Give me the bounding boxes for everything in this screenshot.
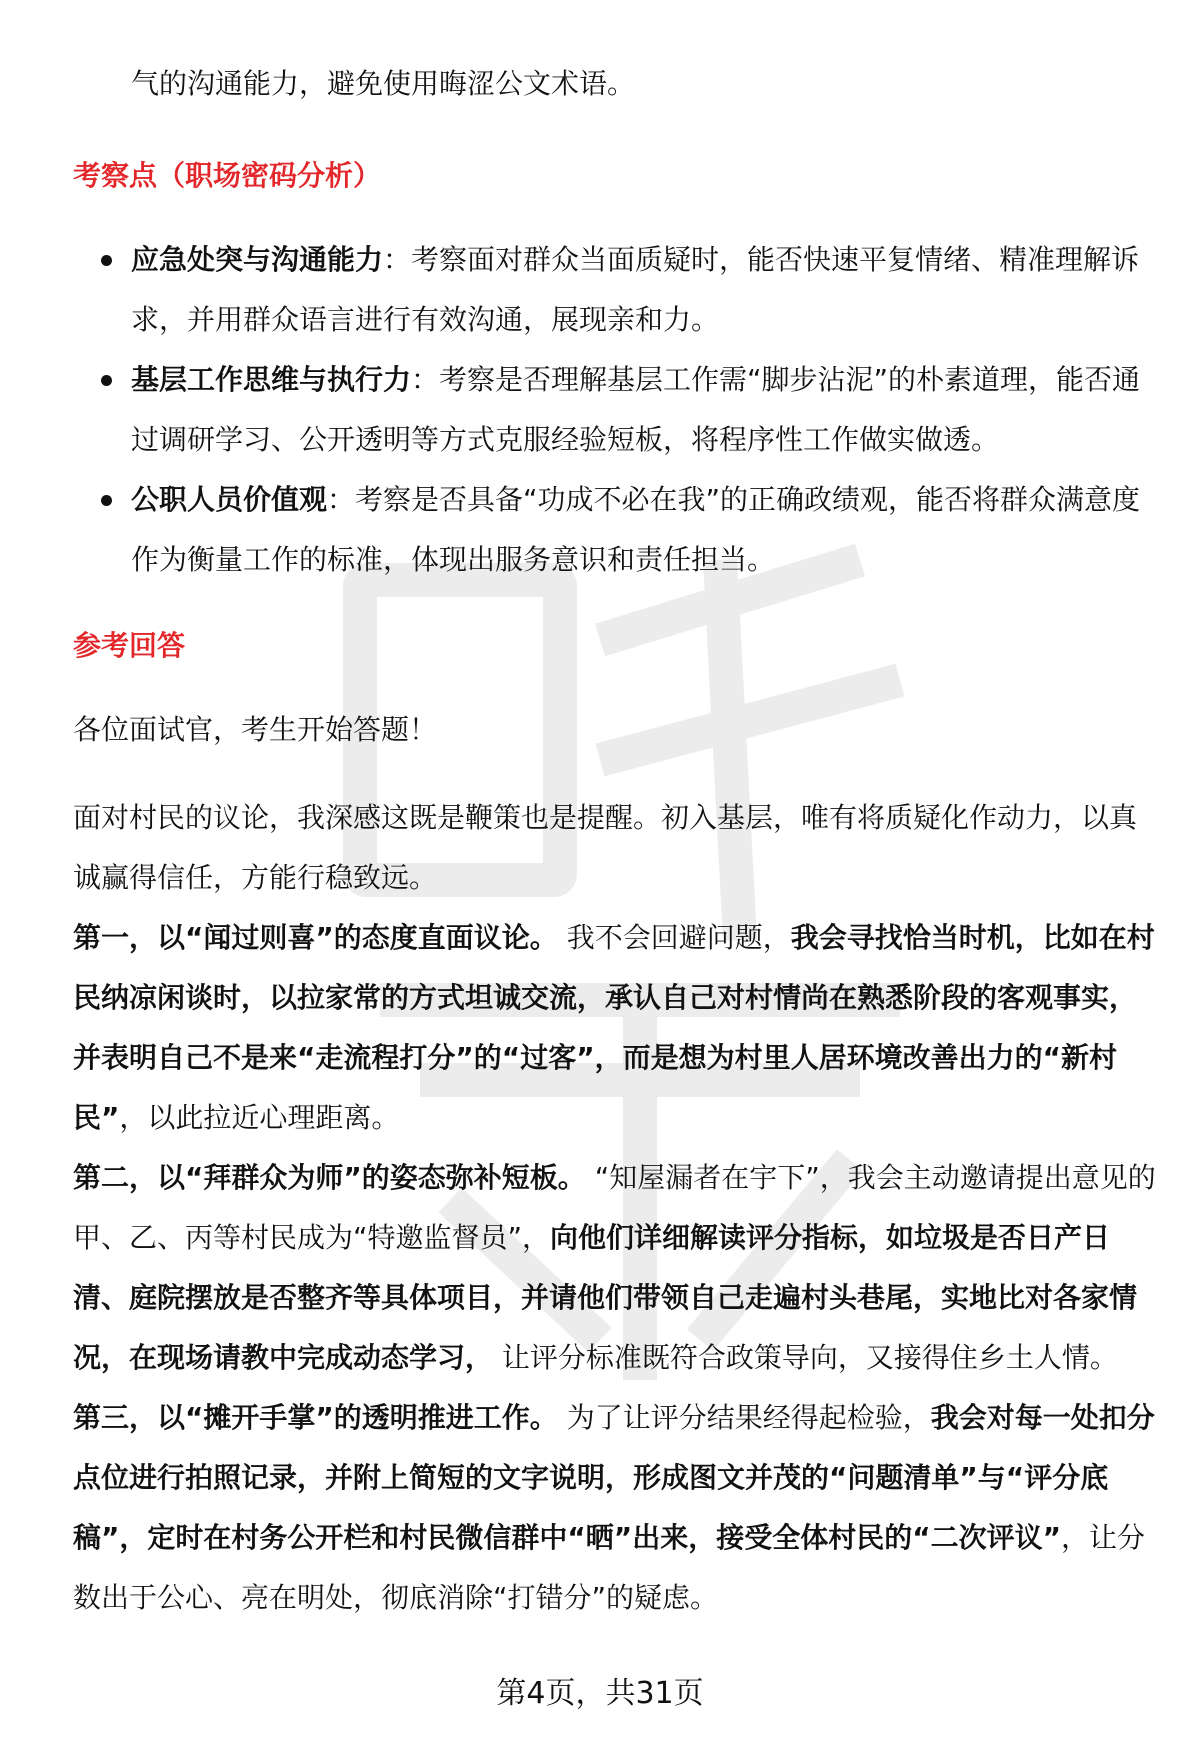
point-term: 应急处突与沟通能力 [131, 243, 384, 276]
continuation-line: 气的沟通能力，避免使用晦涩公文术语。 [131, 67, 636, 100]
answer-paragraph-1 [73, 908, 1163, 1148]
bullet-icon [101, 255, 112, 266]
greeting: 各位面试官，考生开始答题！ [73, 713, 438, 746]
paragraph-text: ，以此拉近心理距离。 [119, 1101, 400, 1134]
point-text: ：考察是否理解基层工作需“脚步沾泥”的朴素道理，能否通过调研学习、公开透明等方式克服经验短板，将程序性工作做实做透。 [131, 363, 1141, 456]
paragraph-lead: 第一，以“闻过则喜”的态度直面议论。 [73, 921, 558, 954]
paragraph-emphasis: 我会对每一处扣分点位进行拍照记录，并附上简短的文字说明，形成图文并茂的“问题清单”与“评分底稿”，定时在村务公开栏和村民微信群中“晒”出来，接受全体村民的“二次评议” [73, 1401, 1155, 1554]
list-item [73, 230, 1163, 350]
page-number-footer: 第4页，共31页 [496, 1676, 704, 1711]
list-item [73, 470, 1163, 590]
paragraph-text: 让评分标准既符合政策导向，又接得住乡土人情。 [493, 1341, 1118, 1374]
point-term: 公职人员价值观 [131, 483, 328, 516]
paragraph-emphasis: 向他们详细解读评分指标，如垃圾是否日产日清、庭院摆放是否整齐等具体项目，并请他们带领自己走遍村头巷尾，实地比对各家情况，在现场请教中完成动态学习， [73, 1221, 1138, 1374]
bullet-icon [101, 375, 112, 386]
exam-points-list [73, 230, 1163, 590]
answer-paragraph-2 [73, 1148, 1163, 1388]
paragraph-emphasis: 我会寻找恰当时机，比如在村民纳凉闲谈时，以拉家常的方式坦诚交流，承认自己对村情尚在熟悉阶段的客观事实，并表明自己不是来“走流程打分”的“过客”，而是想为村里人居环境改善出力的“新村民” [73, 921, 1155, 1134]
list-item [73, 350, 1163, 470]
document-content [73, 54, 1163, 1628]
paragraph-text: ，让分数出于公心、亮在明处，彻底消除“打错分”的疑虑。 [73, 1521, 1146, 1614]
point-text: ：考察面对群众当面质疑时，能否快速平复情绪、精准理解诉求，并用群众语言进行有效沟通，展现亲和力。 [131, 243, 1140, 336]
section-title-exam-points: 考察点（职场密码分析） [73, 159, 382, 192]
intro-paragraph: 面对村民的议论，我深感这既是鞭策也是提醒。初入基层，唯有将质疑化作动力，以真诚赢得信任，方能行稳致远。 [73, 801, 1138, 894]
paragraph-lead: 第二，以“拜群众为师”的姿态弥补短板。 [73, 1161, 586, 1194]
paragraph-text: “知屋漏者在宇下”，我会主动邀请提出意见的甲、乙、丙等村民成为“特邀监督员”， [73, 1161, 1156, 1254]
bullet-icon [101, 495, 112, 506]
paragraph-text: 为了让评分结果经得起检验， [557, 1401, 931, 1434]
section-title-reference-answer: 参考回答 [73, 629, 186, 662]
paragraph-lead: 第三，以“摊开手掌”的透明推进工作。 [73, 1401, 558, 1434]
paragraph-text: 我不会回避问题， [557, 921, 791, 954]
point-term: 基层工作思维与执行力 [131, 363, 412, 396]
point-text: ：考察是否具备“功成不必在我”的正确政绩观，能否将群众满意度作为衡量工作的标准，体现出服务意识和责任担当。 [131, 483, 1141, 576]
answer-paragraph-3 [73, 1388, 1163, 1628]
